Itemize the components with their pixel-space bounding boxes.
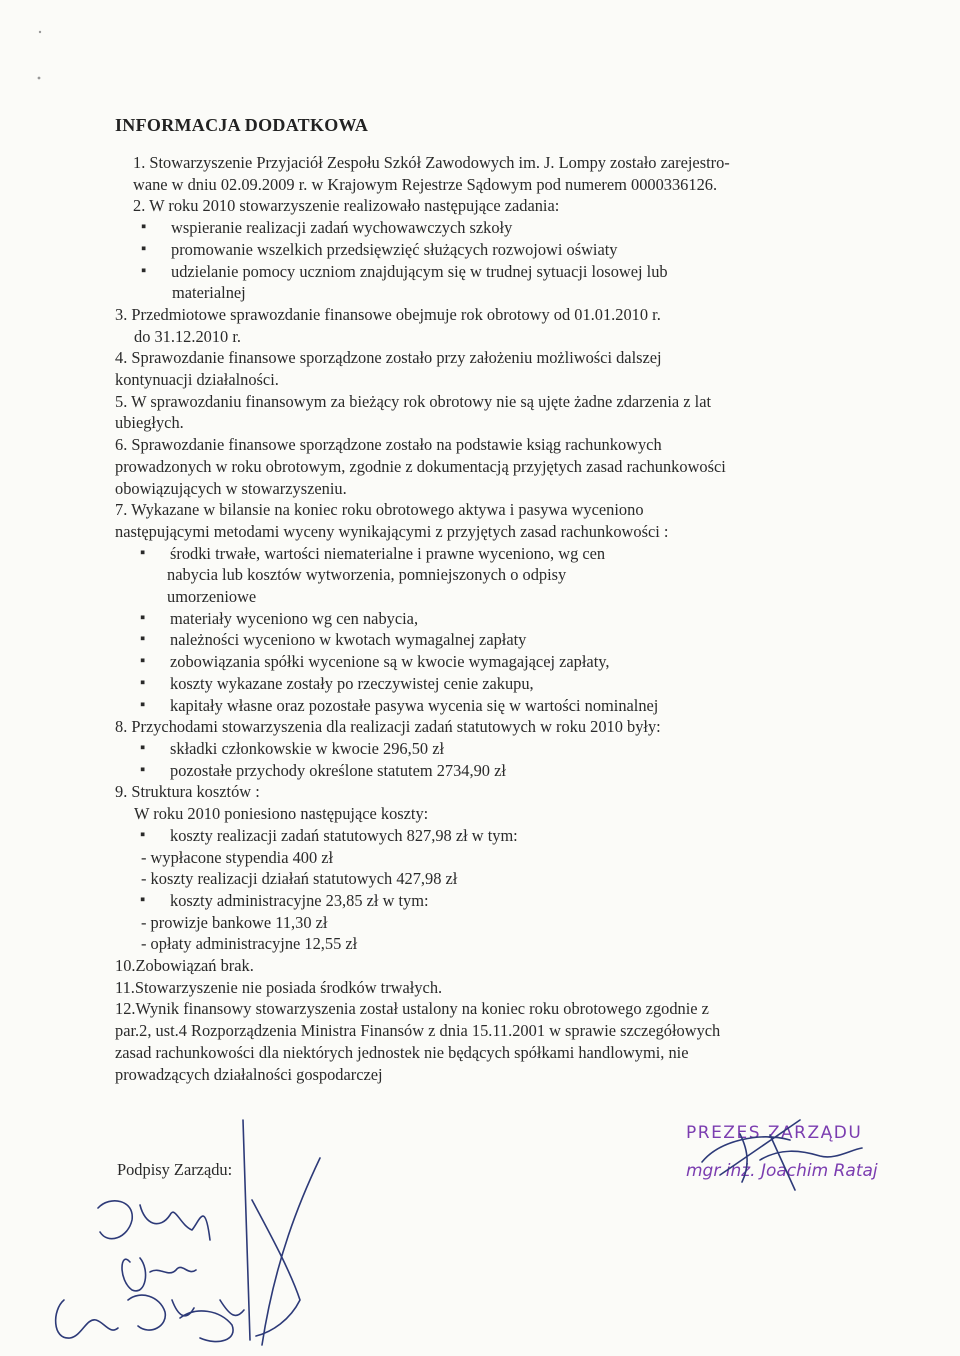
list-item: ▪ kapitały własne oraz pozostałe pasywa wycenia się w wartości nominalnej <box>115 695 845 717</box>
list-item: ▪ należności wyceniono w kwotach wymagalnej zapłaty <box>115 629 845 651</box>
paragraph-9: 9. Struktura kosztów : <box>115 782 260 802</box>
paragraph-3: 3. Przedmiotowe sprawozdanie finansowe obejmuje rok obrotowy od 01.01.2010 r. <box>115 304 661 324</box>
stamp-title: PREZES ZARZĄDU <box>686 1123 863 1143</box>
paragraph-1-cont: wane w dniu 02.09.2009 r. w Krajowym Rejestrze Sądowym pod numerem 0000336126. <box>133 174 718 194</box>
paragraph-5-cont: ubiegłych. <box>115 413 184 433</box>
paragraph-5: 5. W sprawozdaniu finansowym za bieżący rok obrotowy nie są ujęte żadne zdarzenia z lat <box>115 391 712 411</box>
list-item: ▪ wspieranie realizacji zadań wychowawczych szkoły <box>115 217 845 239</box>
list-item-dash: - prowizje bankowe 11,30 zł <box>141 912 328 932</box>
paragraph-4: 4. Sprawozdanie finansowe sporządzone zostało przy założeniu możliwości dalszej <box>115 348 662 368</box>
paragraph-11: 11.Stowarzyszenie nie posiada środków trwałych. <box>115 977 443 997</box>
list-item: ▪ udzielanie pomocy uczniom znajdującym się w trudnej sytuacji losowej lub <box>115 261 845 283</box>
list-item-cont: nabycia lub kosztów wytworzenia, pomniejszonych o odpisy <box>167 565 567 585</box>
paragraph-7-cont: następującymi metodami wyceny wynikającymi z przyjętych zasad rachunkowości : <box>115 521 669 541</box>
list-item: ▪ zobowiązania spółki wycenione są w kwocie wymagającej zapłaty, <box>115 651 845 673</box>
list-item-dash: - opłaty administracyjne 12,55 zł <box>141 934 358 954</box>
list-item: ▪ składki członkowskie w kwocie 296,50 zł <box>115 738 845 760</box>
paragraph-12: 12.Wynik finansowy stowarzyszenia został ustalony na koniec roku obrotowego zgodnie z <box>115 999 709 1019</box>
list-item-cont: materialnej <box>172 283 246 303</box>
paragraph-6-cont: prowadzonych w roku obrotowym, zgodnie z dokumentacją przyjętych zasad rachunkowości <box>115 456 726 476</box>
paragraph-6: 6. Sprawozdanie finansowe sporządzone zostało na podstawie ksiąg rachunkowych <box>115 435 662 455</box>
paragraph-8: 8. Przychodami stowarzyszenia dla realizacji zadań statutowych w roku 2010 były: <box>115 717 661 737</box>
list-item: ▪ koszty wykazane zostały po rzeczywistej cenie zakupu, <box>115 673 845 695</box>
list-item: ▪ promowanie wszelkich przedsięwzięć służących rozwojowi oświaty <box>115 239 845 261</box>
paragraph-12-cont: prowadzących działalności gospodarczej <box>115 1064 383 1084</box>
paragraph-12-cont: zasad rachunkowości dla niektórych jednostek nie będących spółkami handlowymi, nie <box>115 1042 689 1062</box>
list-item: ▪ koszty administracyjne 23,85 zł w tym: <box>115 890 845 912</box>
paragraph-1: 1. Stowarzyszenie Przyjaciół Zespołu Szkół Zawodowych im. J. Lompy zostało zarejestro- <box>133 153 730 172</box>
paragraph-2: 2. W roku 2010 stowarzyszenie realizowało następujące zadania: <box>133 196 560 216</box>
stamp-name: mgr inż. Joachim Rataj <box>686 1161 878 1181</box>
list-item-dash: - koszty realizacji działań statutowych 427,98 zł <box>141 869 458 889</box>
paragraph-10: 10.Zobowiązań brak. <box>115 956 254 976</box>
document-title: INFORMACJA DODATKOWA <box>115 115 369 135</box>
signatures-label: Podpisy Zarządu: <box>117 1160 233 1179</box>
paragraph-9-cont: W roku 2010 poniesiono następujące koszty: <box>134 804 429 824</box>
list-item: ▪ środki trwałe, wartości niematerialne i prawne wyceniono, wg cen <box>115 543 845 565</box>
list-item: ▪ pozostałe przychody określone statutem 2734,90 zł <box>115 760 845 782</box>
paragraph-7: 7. Wykazane w bilansie na koniec roku obrotowego aktywa i pasywa wyceniono <box>115 500 644 520</box>
list-item: ▪ koszty realizacji zadań statutowych 827,98 zł w tym: <box>115 825 845 847</box>
list-item-cont: umorzeniowe <box>167 587 257 607</box>
paragraph-4-cont: kontynuacji działalności. <box>115 370 279 390</box>
paragraph-12-cont: par.2, ust.4 Rozporządzenia Ministra Finansów z dnia 15.11.2001 w sprawie szczegółowych <box>115 1021 721 1041</box>
list-item: ▪ materiały wyceniono wg cen nabycia, <box>115 608 845 630</box>
paragraph-3-cont: do 31.12.2010 r. <box>134 326 241 346</box>
list-item-dash: - wypłacone stypendia 400 zł <box>141 847 334 867</box>
paragraph-6-cont: obowiązujących w stowarzyszeniu. <box>115 478 347 498</box>
